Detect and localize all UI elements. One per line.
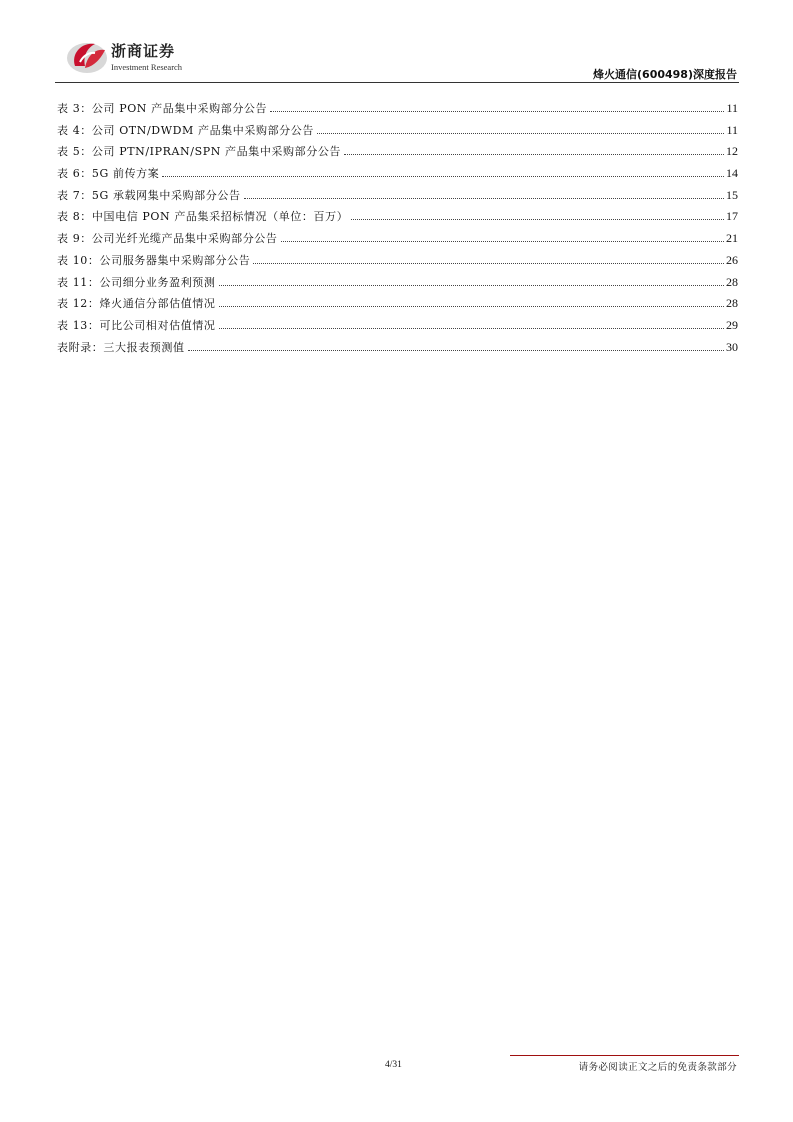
toc-entry-page: 17: [726, 209, 738, 224]
header-divider: [55, 82, 739, 83]
toc-entry-label: 表 13：可比公司相对估值情况: [57, 318, 216, 332]
toc-entry-page: 26: [726, 252, 738, 267]
toc-entry-label: 表 12：烽火通信分部估值情况: [57, 297, 216, 311]
toc-entry-label: 表 8：中国电信 PON 产品集采招标情况（单位：百万）: [57, 210, 349, 224]
page-number: 4/31: [385, 1060, 402, 1070]
toc-leader-dots: [270, 111, 724, 112]
toc-entry[interactable]: [57, 122, 738, 144]
company-logo-icon: [65, 36, 109, 76]
toc-entry-page: 11: [726, 101, 738, 115]
toc-entry-label: 表 10：公司服务器集中采购部分公告: [57, 253, 251, 267]
toc-entry[interactable]: [57, 252, 738, 274]
toc-entry-page: 28: [726, 296, 738, 311]
brand-name-cn: 浙商证券: [111, 42, 176, 60]
toc-entry-label: 表附录：三大报表预测值: [57, 340, 185, 354]
toc-entry[interactable]: [57, 100, 738, 122]
toc-entry[interactable]: [57, 295, 738, 317]
table-of-contents: [57, 100, 738, 360]
toc-leader-dots: [351, 219, 724, 220]
toc-entry-page: 12: [726, 144, 738, 159]
toc-entry[interactable]: [57, 208, 738, 230]
toc-entry-label: 表 11：公司细分业务盈利预测: [57, 275, 216, 289]
toc-entry-label: 表 4：公司 OTN/DWDM 产品集中采购部分公告: [57, 123, 314, 137]
brand-name-en: Investment Research: [111, 62, 183, 72]
toc-entry[interactable]: [57, 230, 738, 252]
toc-entry[interactable]: [57, 187, 738, 209]
toc-leader-dots: [253, 263, 724, 264]
toc-leader-dots: [219, 306, 725, 307]
footer-divider: [510, 1055, 739, 1056]
toc-entry-page: 21: [726, 231, 738, 246]
toc-leader-dots: [162, 176, 724, 177]
toc-entry-label: 表 3：公司 PON 产品集中采购部分公告: [57, 102, 268, 115]
toc-entry-page: 11: [726, 122, 738, 137]
toc-entry-label: 表 5：公司 PTN/IPRAN/SPN 产品集中采购部分公告: [57, 145, 342, 159]
disclaimer-text: 请务必阅读正文之后的免责条款部分: [578, 1062, 737, 1073]
toc-leader-dots: [188, 350, 724, 351]
toc-entry[interactable]: [57, 143, 738, 165]
toc-entry-page: 15: [726, 187, 738, 202]
toc-entry-label: 表 7：5G 承载网集中采购部分公告: [57, 188, 241, 202]
toc-entry-label: 表 6：5G 前传方案: [57, 167, 160, 181]
toc-entry[interactable]: [57, 339, 738, 361]
toc-leader-dots: [219, 285, 725, 286]
toc-entry[interactable]: [57, 317, 738, 339]
toc-entry-label: 表 9：公司光纤光缆产品集中采购部分公告: [57, 232, 278, 246]
toc-leader-dots: [317, 133, 724, 134]
toc-entry-page: 14: [726, 166, 738, 181]
toc-entry[interactable]: [57, 274, 738, 296]
toc-leader-dots: [219, 328, 725, 329]
toc-entry-page: 30: [726, 339, 738, 354]
page-header: [55, 36, 739, 82]
report-title: 烽火通信(600498)深度报告: [593, 68, 737, 81]
toc-leader-dots: [244, 198, 724, 199]
toc-leader-dots: [344, 154, 724, 155]
toc-entry-page: 29: [726, 317, 738, 332]
toc-entry-page: 28: [726, 274, 738, 289]
toc-entry[interactable]: [57, 165, 738, 187]
toc-leader-dots: [281, 241, 725, 242]
